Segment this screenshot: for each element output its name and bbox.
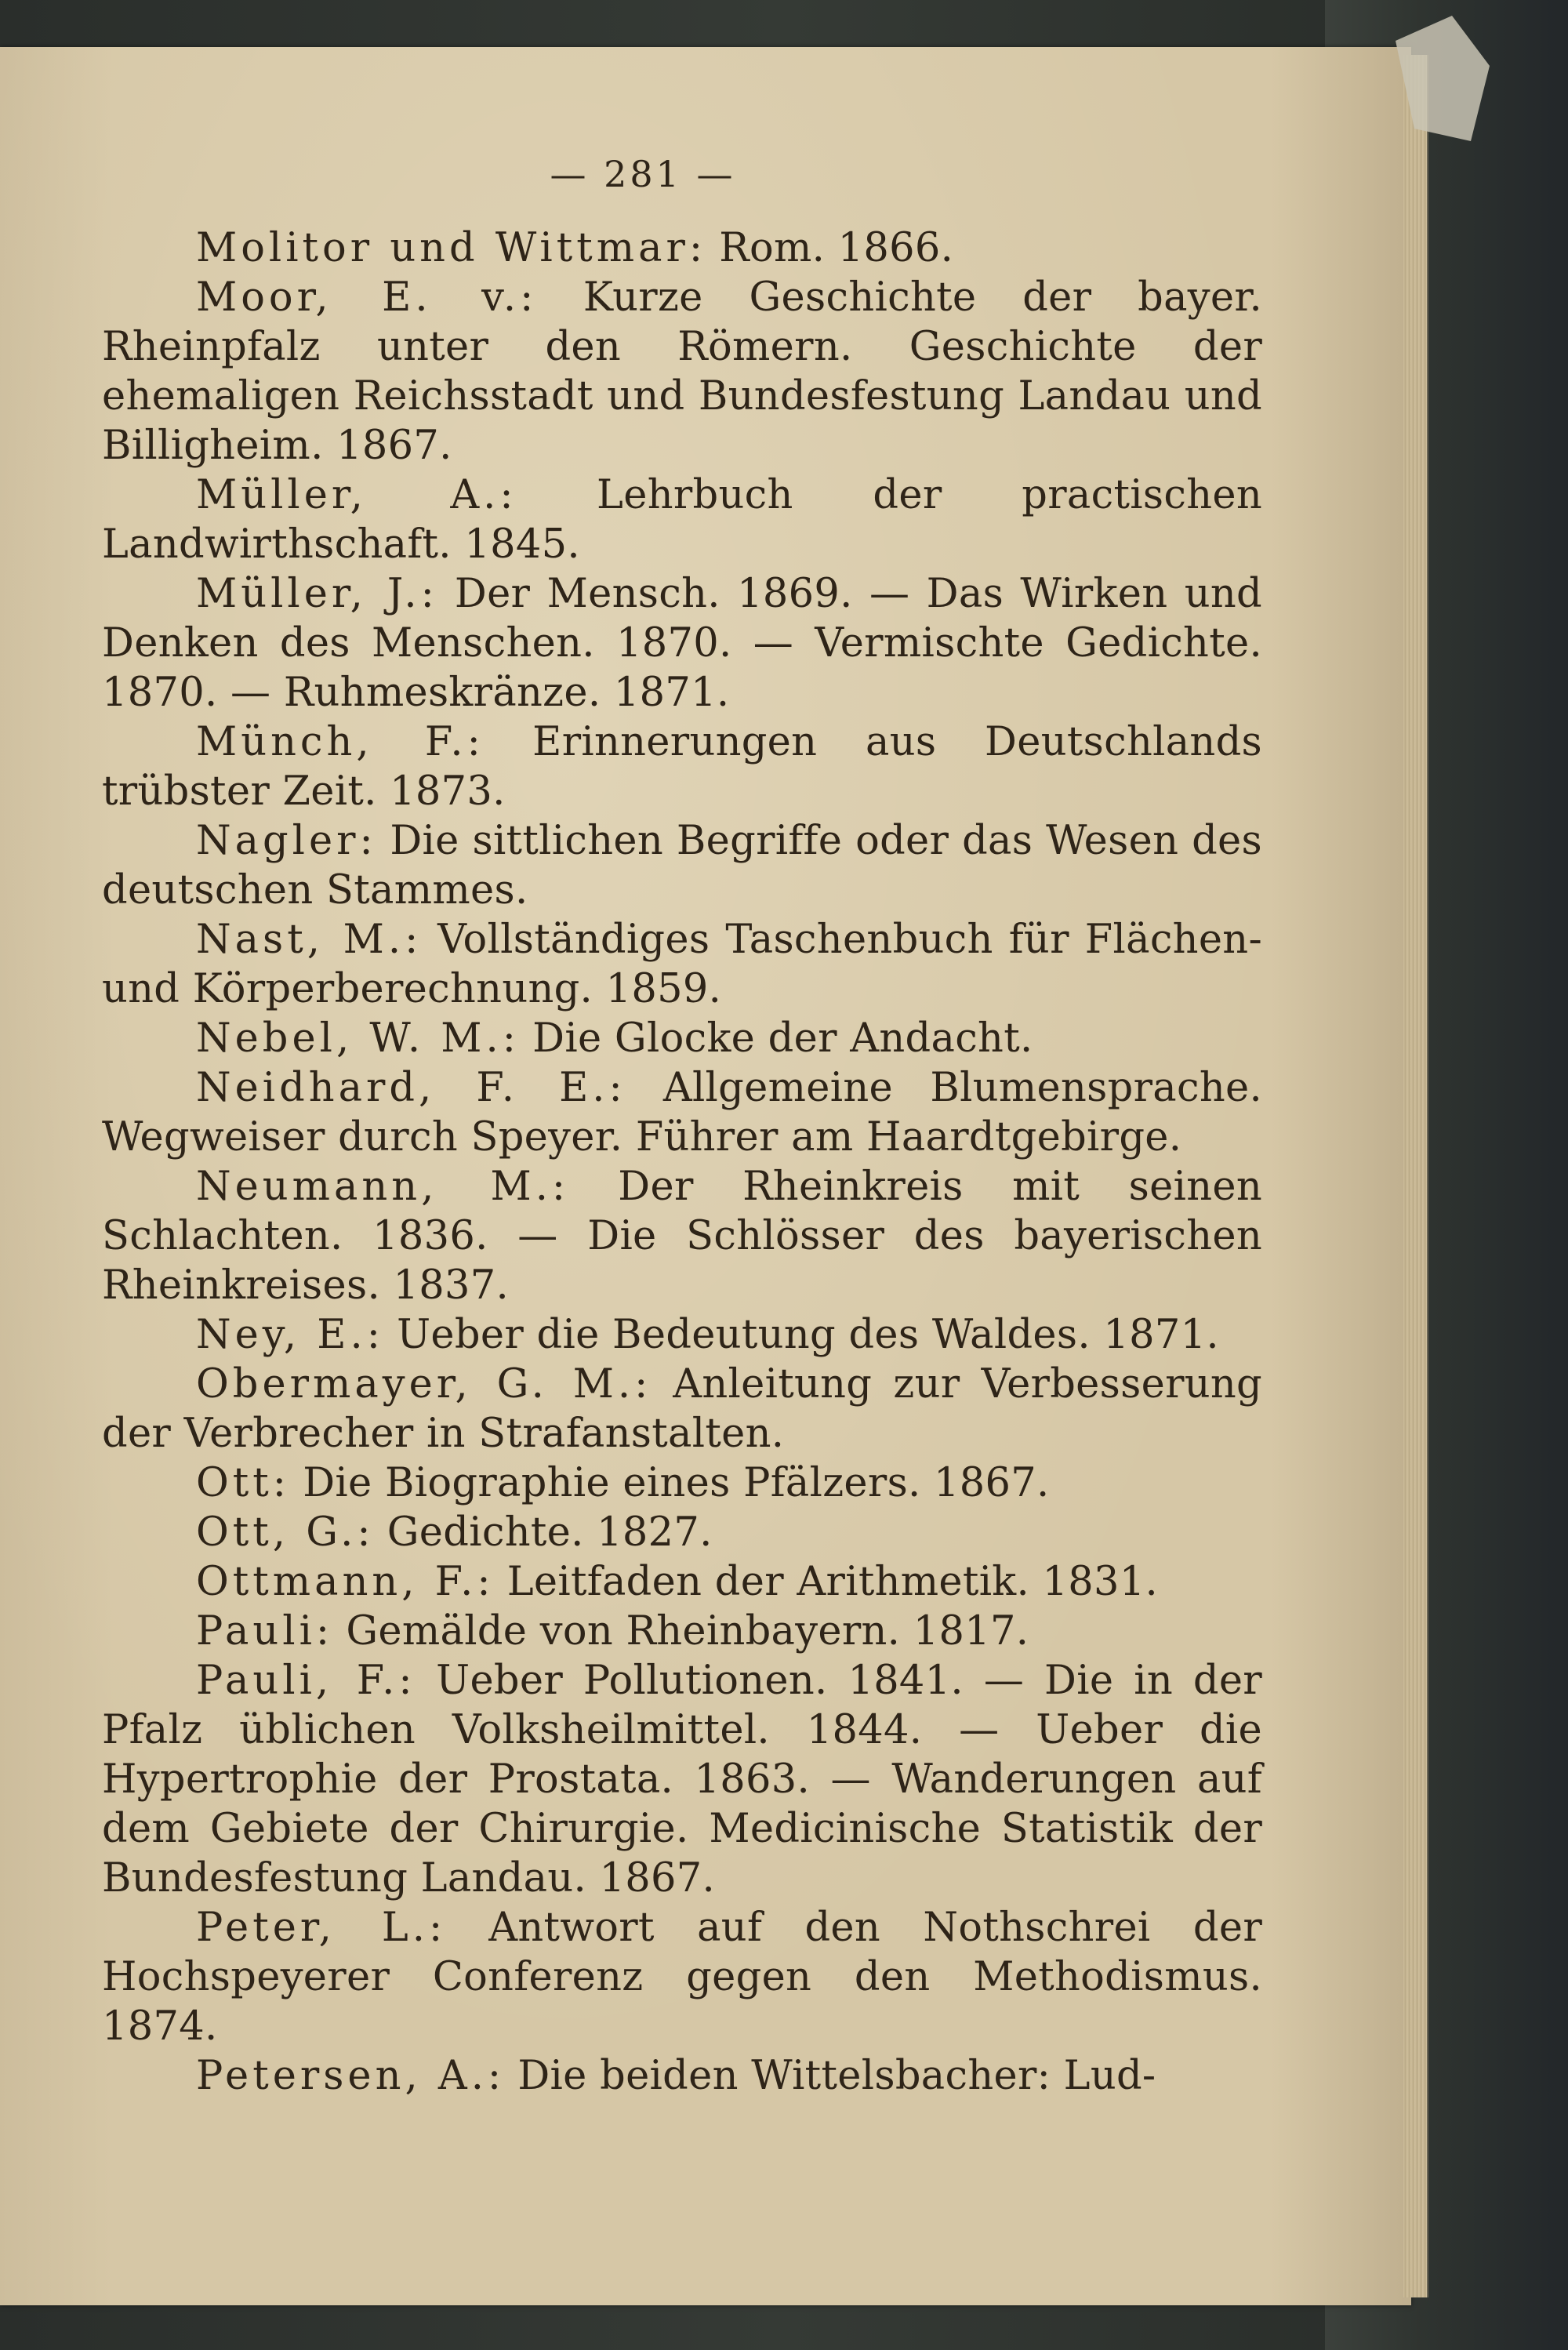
entry-author: Müller, J.: xyxy=(196,571,438,617)
entry-author: Peter, L.: xyxy=(196,1905,447,1951)
entry-author: Nast, M.: xyxy=(196,917,423,963)
entry-author: Müller, A.: xyxy=(196,472,517,518)
bibliography-entry xyxy=(102,1903,1262,2051)
entry-author: Ott, G.: xyxy=(196,1509,375,1556)
entry-text: Rom. 1866. xyxy=(719,225,954,271)
bibliography-entry xyxy=(102,1162,1262,1310)
bibliography-entry xyxy=(102,915,1262,1014)
page-content xyxy=(102,153,1262,2101)
entry-text: Die sittlichen Begriffe oder das Wesen des deutschen Stammes. xyxy=(102,818,1262,913)
entry-text: Gemälde von Rheinbayern. 1817. xyxy=(346,1608,1029,1654)
entry-text: Anleitung zur Verbesserung der Verbrecher in Strafanstalten. xyxy=(102,1361,1263,1457)
bibliography-entry xyxy=(102,1458,1262,1508)
bibliography-entry xyxy=(102,1656,1262,1903)
entry-author: Obermayer, G. M.: xyxy=(196,1361,652,1407)
entry-author: Ott: xyxy=(196,1460,290,1506)
entry-author: Pauli: xyxy=(196,1608,334,1654)
bibliography-entry xyxy=(102,1508,1262,1557)
entry-author: Ottmann, F.: xyxy=(196,1559,495,1605)
entry-text: Allgemeine Blumensprache. Wegweiser durch Speyer. Führer am Haardtgebirge. xyxy=(102,1065,1262,1160)
bibliography-entry xyxy=(102,1360,1262,1458)
bibliography-entry xyxy=(102,569,1262,717)
bibliography-entry xyxy=(102,1063,1262,1162)
entry-text: Die beiden Wittelsbacher: Lud- xyxy=(517,2053,1156,2099)
entry-text: Gedichte. 1827. xyxy=(387,1509,713,1556)
bibliography-entry xyxy=(102,1557,1262,1607)
entry-text: Ueber die Bedeutung des Waldes. 1871. xyxy=(397,1312,1219,1358)
bibliography-entry xyxy=(102,273,1262,470)
bibliography-entry xyxy=(102,1014,1262,1063)
entry-author: Ney, E.: xyxy=(196,1312,384,1358)
entry-author: Petersen, A.: xyxy=(196,2053,506,2099)
entry-text: Lehrbuch der practischen Landwirthschaft. 1845. xyxy=(102,472,1262,568)
bibliography-entry xyxy=(102,2051,1262,2101)
page-edges xyxy=(1403,55,1428,2297)
entry-text: Vollständiges Taschenbuch für Flächen- und Körperberechnung. 1859. xyxy=(102,917,1262,1012)
bibliography-entry xyxy=(102,717,1262,816)
entry-author: Pauli, F.: xyxy=(196,1658,416,1704)
page-number: — 281 — xyxy=(550,153,736,195)
entry-author: Moor, E. v.: xyxy=(196,274,538,321)
entry-author: Molitor und Wittmar: xyxy=(196,225,707,271)
entry-text: Kurze Geschichte der bayer. Rheinpfalz unter den Römern. Geschichte der ehemaligen Reichsstadt und Bundesfestung Landau und Billigheim. 1867. xyxy=(102,274,1262,469)
entry-author: Neumann, M.: xyxy=(196,1164,570,1210)
entry-text: Leitfaden der Arithmetik. 1831. xyxy=(506,1559,1159,1605)
entry-author: Nebel, W. M.: xyxy=(196,1015,520,1062)
entry-text: Die Biographie eines Pfälzers. 1867. xyxy=(303,1460,1050,1506)
entry-text: Ueber Pollutionen. 1841. — Die in der Pfalz üblichen Volksheilmittel. 1844. — Ueber die Hypertrophie der Prostata. 1863. — Wanderungen auf dem Gebiete der Chirurgie. Medicinische Statistik der Bundesfestung Landau. 1867. xyxy=(102,1658,1262,1901)
entry-author: Neidhard, F. E.: xyxy=(196,1065,626,1111)
bibliography-entry xyxy=(102,816,1262,915)
entry-author: Nagler: xyxy=(196,818,377,864)
entry-text: Der Mensch. 1869. — Das Wirken und Denken des Menschen. 1870. — Vermischte Gedichte. 1870. — Ruhmeskränze. 1871. xyxy=(102,571,1262,716)
bibliography-entry xyxy=(102,1310,1262,1360)
bibliography-entry xyxy=(102,1607,1262,1656)
entry-text: Erinnerungen aus Deutschlands trübster Zeit. 1873. xyxy=(102,719,1262,815)
entry-text: Antwort auf den Nothschrei der Hochspeyerer Conferenz gegen den Methodismus. 1874. xyxy=(102,1905,1262,2050)
bibliography-entry xyxy=(102,223,1262,273)
entry-author: Münch, F.: xyxy=(196,719,485,765)
entry-text: Der Rheinkreis mit seinen Schlachten. 1836. — Die Schlösser des bayerischen Rheinkreises. 1837. xyxy=(102,1164,1262,1309)
entry-text: Die Glocke der Andacht. xyxy=(532,1015,1033,1062)
bibliography-entry xyxy=(102,470,1262,569)
